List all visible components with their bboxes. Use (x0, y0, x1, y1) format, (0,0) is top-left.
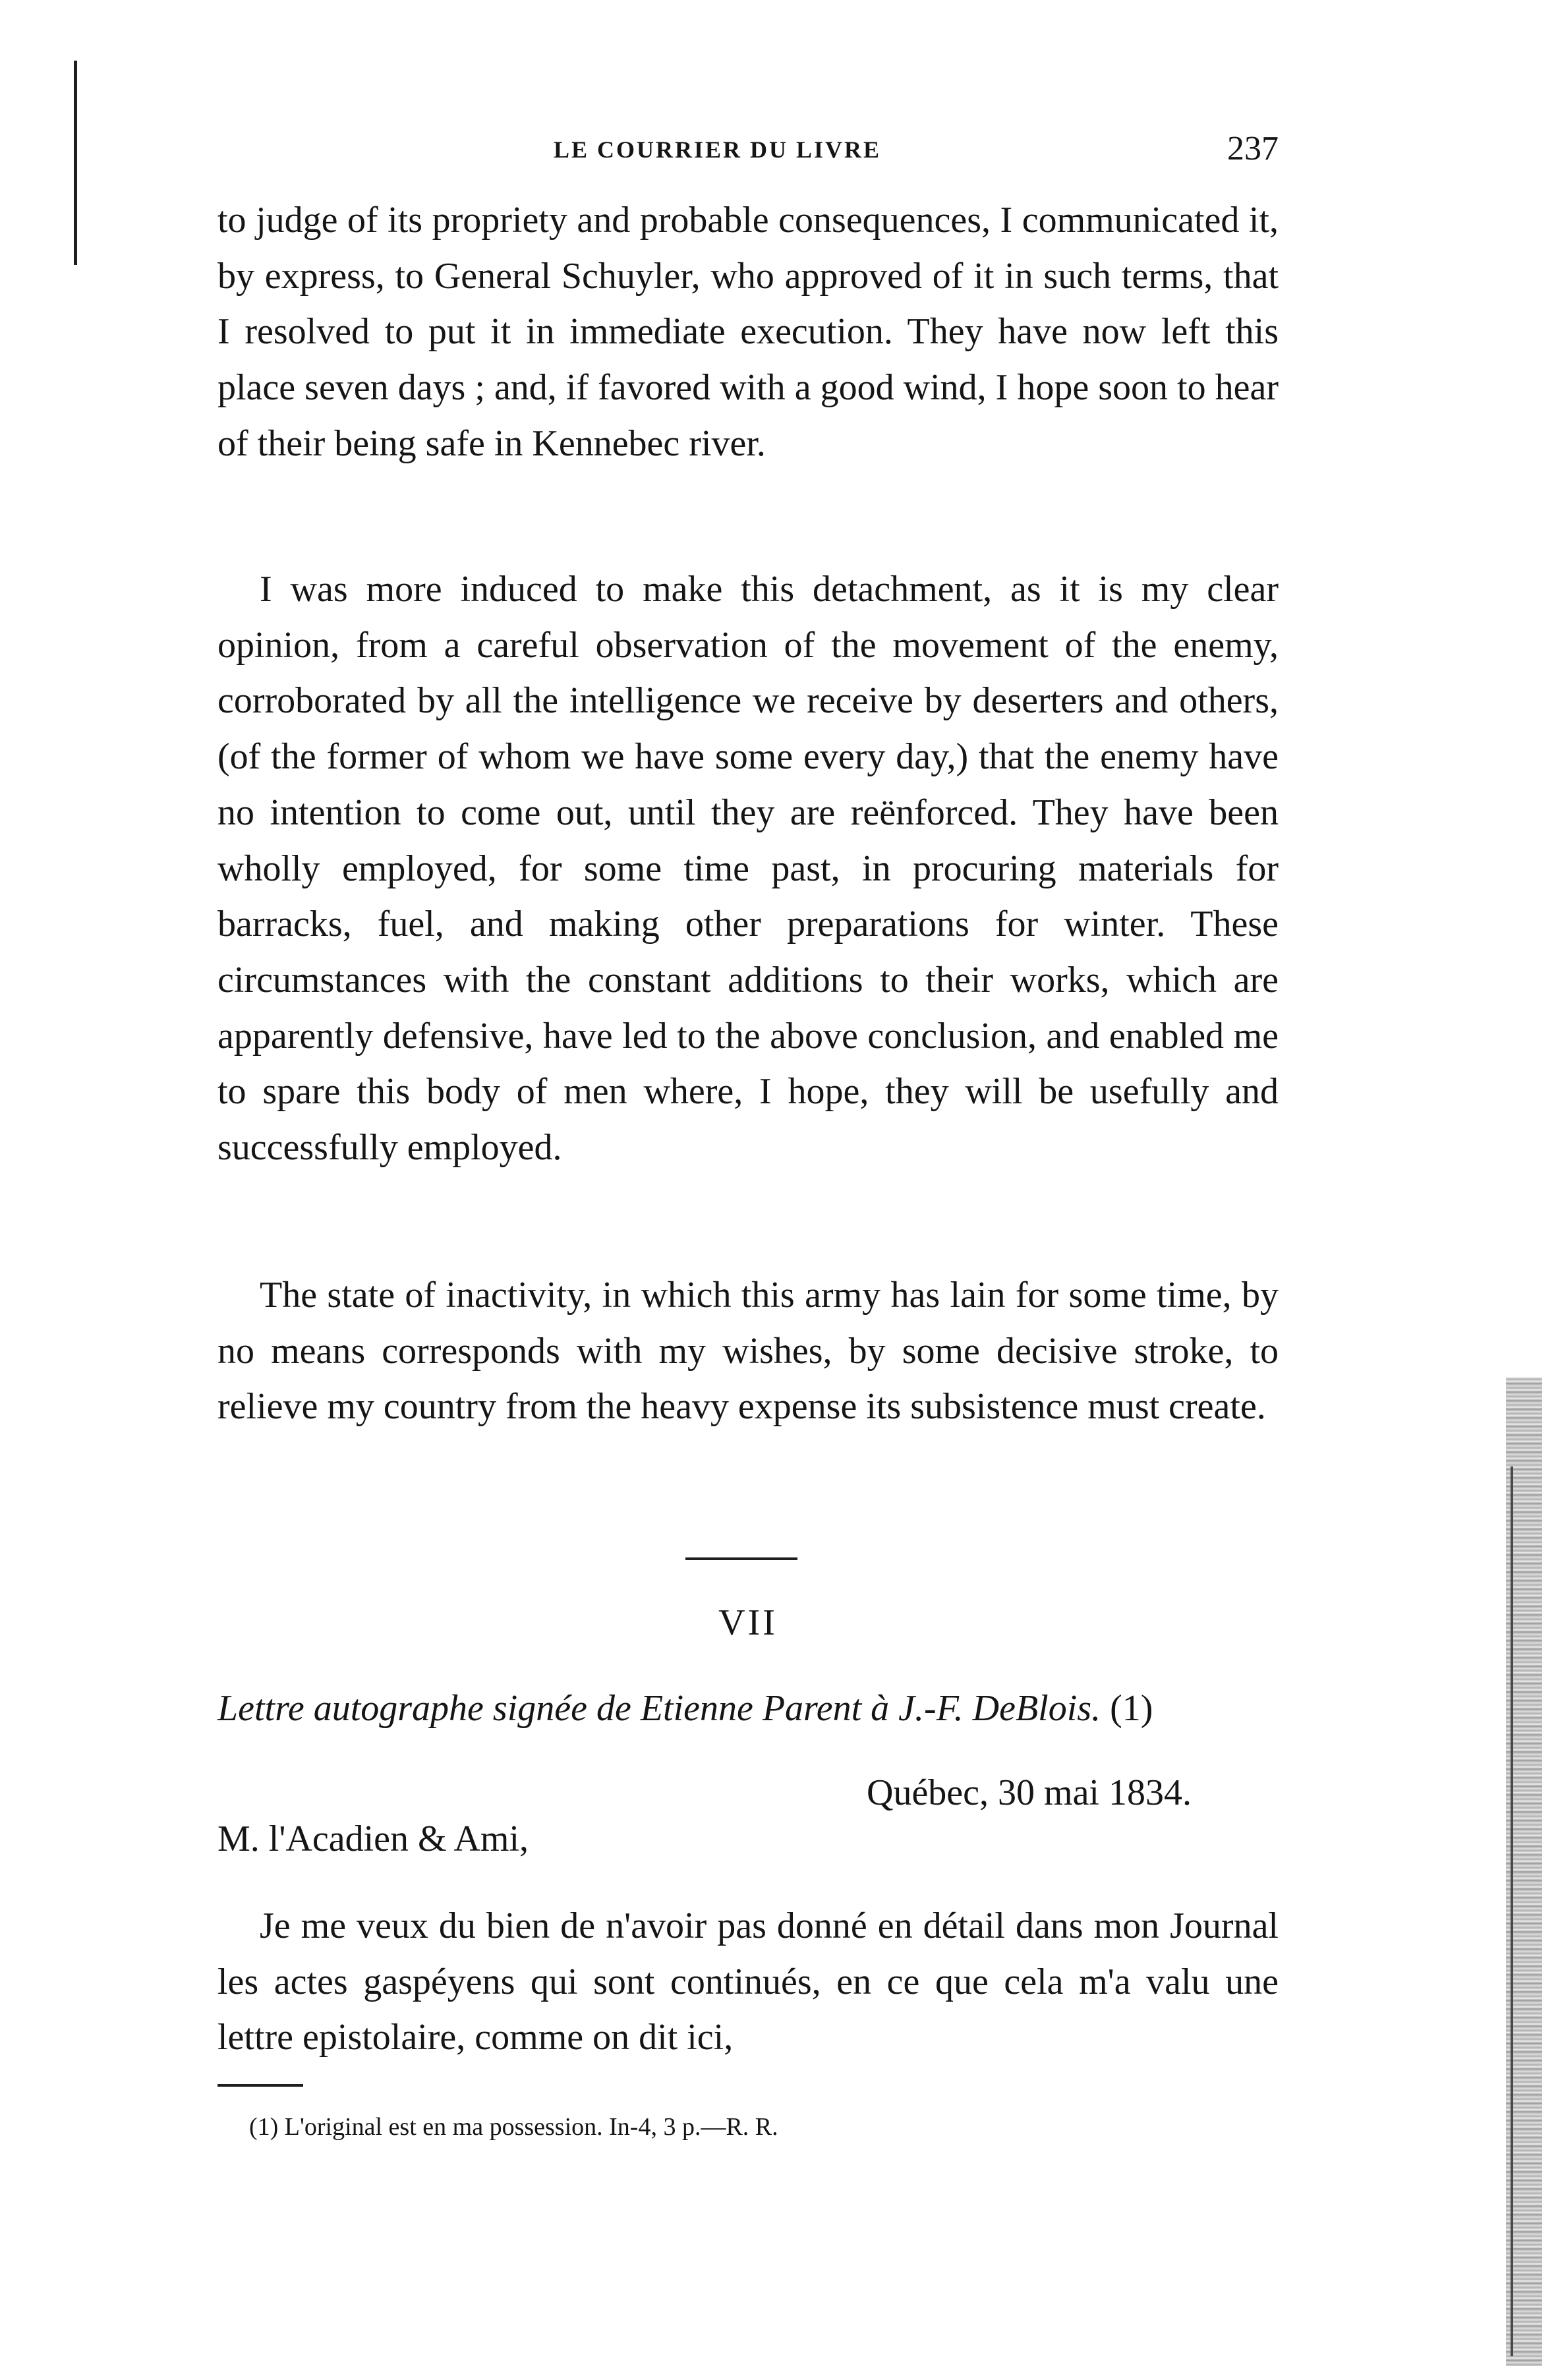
page-header (217, 129, 1279, 169)
letter-salutation: M. l'Acadien & Ami, (217, 1818, 529, 1859)
section-title-text: Lettre autographe signée de Etienne Parent à J.-F. DeBlois. (217, 1688, 1101, 1729)
page-number: 237 (1227, 130, 1279, 167)
section-title (217, 1687, 1279, 1729)
footnote-rule (217, 2084, 303, 2087)
footnote-reference: (1) (1110, 1688, 1153, 1729)
scan-margin-line (74, 61, 77, 265)
scan-page-edge-line (1511, 1466, 1513, 2356)
running-head: LE COURRIER DU LIVRE (554, 136, 882, 163)
paragraph-detachment: I was more induced to make this detachment, as it is my clear opinion, from a careful observation of the movement of the enemy, corroborated by all the intelligence we receive by deserters and others, (of the former of whom we have some every day,) that the enemy have no intention to come out, until they are reënforced. They have been wholly employed, for some time past, in procuring materials for barracks, fuel, and making other preparations for winter. These circumstances with the constant additions to their works, which are apparently defensive, have led to the above conclusion, and enabled me to spare this body of men where, I hope, they will be usefully and successfully employed. (217, 569, 1279, 1169)
section-divider (685, 1557, 797, 1560)
footnote: (1) L'original est en ma possession. In-4, 3 p.—R. R. (249, 2113, 778, 2141)
letter-date: Québec, 30 mai 1834. (867, 1772, 1192, 1813)
paragraph-inactivity: The state of inactivity, in which this army has lain for some time, by no means corresponds with my wishes, by some decisive stroke, to relieve my country from the heavy expense its subsistence must create. (217, 1275, 1279, 1428)
section-number: VII (718, 1602, 778, 1643)
paragraph-continuation: to judge of its propriety and probable consequences, I communicated it, by express, to General Schuyler, who approved of it in such terms, that I resolved to put it in immediate execution. They have now left this place seven days ; and, if favored with a good wind, I hope soon to hear of their being safe in Kennebec river. (217, 200, 1279, 464)
paragraph-letter: Je me veux du bien de n'avoir pas donné en détail dans mon Journal les actes gaspéyens qui sont continués, en ce que cela m'a valu une lettre epistolaire, comme on dit ici, (217, 1905, 1279, 2058)
